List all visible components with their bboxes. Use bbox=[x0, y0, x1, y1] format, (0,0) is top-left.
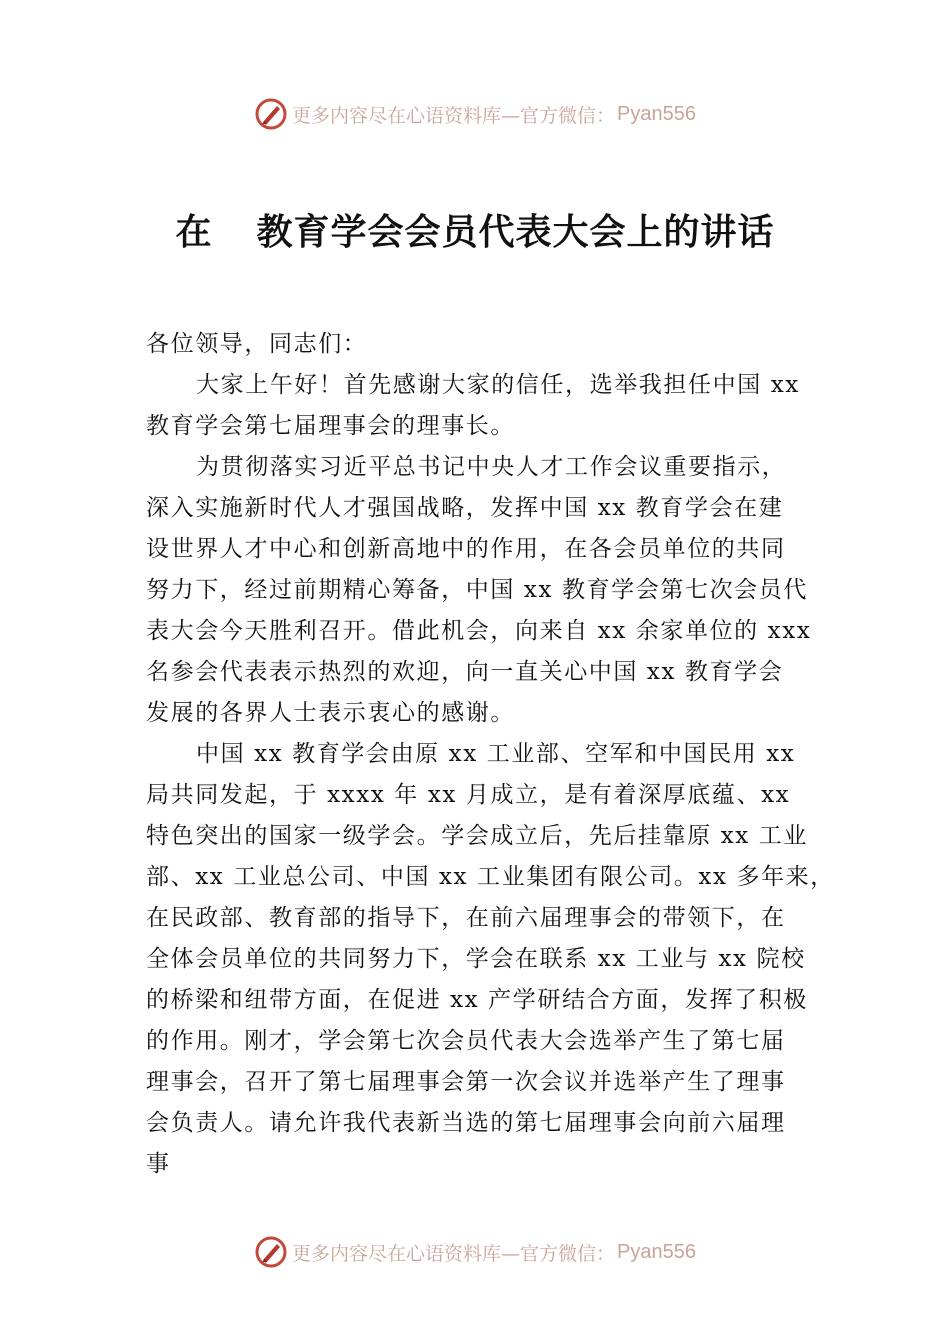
document-title bbox=[0, 204, 950, 255]
text-line: 的作用。刚才，学会第七次会员代表大会选举产生了第七届 bbox=[146, 1028, 786, 1054]
pen-logo-icon bbox=[254, 1235, 288, 1269]
text-line: 发展的各界人士表示衷心的感谢。 bbox=[146, 700, 515, 726]
text-line: 教育学会第七届理事会的理事长。 bbox=[146, 413, 515, 439]
text-line: 设世界人才中心和创新高地中的作用，在各会员单位的共同 bbox=[146, 536, 786, 562]
text-line: 局共同发起，于 xxxx 年 xx 月成立，是有着深厚底蕴、xx bbox=[146, 782, 791, 808]
text-line: 全体会员单位的共同努力下，学会在联系 xx 工业与 xx 院校 bbox=[146, 946, 806, 972]
watermark-text: 更多内容尽在心语资料库—官方微信： bbox=[292, 104, 616, 127]
title-prefix: 在 bbox=[175, 211, 213, 253]
pen-logo-icon bbox=[254, 97, 288, 131]
text-line: 事 bbox=[146, 1151, 171, 1177]
watermark-footer bbox=[0, 1232, 950, 1272]
watermark-text: 更多内容尽在心语资料库—官方微信： bbox=[292, 1242, 616, 1265]
text-line: 特色突出的国家一级学会。学会成立后，先后挂靠原 xx 工业 bbox=[146, 823, 808, 849]
title-main: 教育学会会员代表大会上的讲话 bbox=[256, 211, 775, 253]
text-line: 深入实施新时代人才强国战略，发挥中国 xx 教育学会在建 bbox=[146, 495, 784, 521]
text-line: 部、xx 工业总公司、中国 xx 工业集团有限公司。xx 多年来， bbox=[146, 864, 835, 890]
salutation-line: 各位领导，同志们： bbox=[146, 331, 368, 357]
text-line: 大家上午好！首先感谢大家的信任，选举我担任中国 xx bbox=[196, 372, 800, 398]
watermark-wechat-id: Pyan556 bbox=[617, 1240, 696, 1263]
speech-body bbox=[146, 324, 835, 1185]
text-line: 努力下，经过前期精心筹备，中国 xx 教育学会第七次会员代 bbox=[146, 577, 808, 603]
text-line: 名参会代表表示热烈的欢迎，向一直关心中国 xx 教育学会 bbox=[146, 659, 784, 685]
watermark-header bbox=[0, 94, 950, 134]
text-line: 表大会今天胜利召开。借此机会，向来自 xx 余家单位的 xxx bbox=[146, 618, 812, 644]
watermark-wechat-id: Pyan556 bbox=[617, 102, 696, 125]
text-line: 中国 xx 教育学会由原 xx 工业部、空军和中国民用 xx bbox=[196, 741, 796, 767]
text-line: 为贯彻落实习近平总书记中央人才工作会议重要指示， bbox=[196, 454, 787, 480]
text-line: 理事会，召开了第七届理事会第一次会议并选举产生了理事 bbox=[146, 1069, 786, 1095]
text-line: 的桥梁和纽带方面，在促进 xx 产学研结合方面，发挥了积极 bbox=[146, 987, 808, 1013]
text-line: 在民政部、教育部的指导下，在前六届理事会的带领下，在 bbox=[146, 905, 786, 931]
text-line: 会负责人。请允许我代表新当选的第七届理事会向前六届理 bbox=[146, 1110, 786, 1136]
